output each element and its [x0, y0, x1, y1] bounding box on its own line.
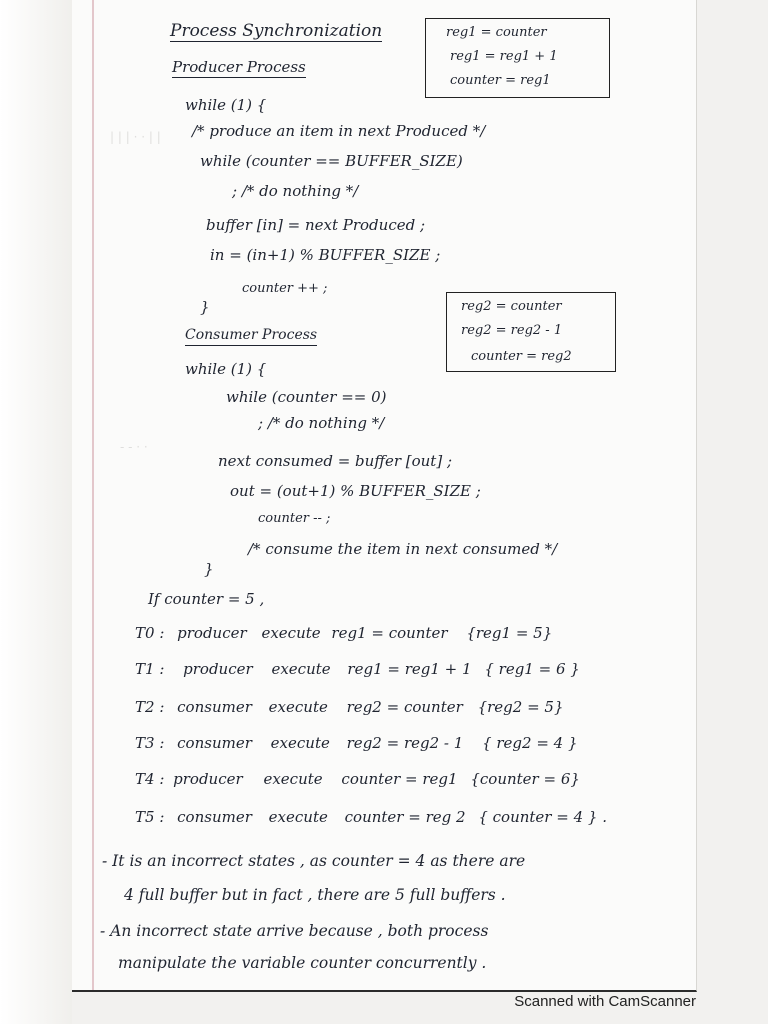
trace-step	[135, 770, 580, 788]
code-line: while (1) {	[185, 360, 267, 378]
note-line: - It is an incorrect states , as counter = 4 as there are	[102, 852, 526, 870]
step-who: consumer	[177, 698, 252, 716]
code-line: buffer [in] = next Produced ;	[206, 216, 426, 234]
trace-step	[135, 660, 580, 678]
step-label: T1 :	[135, 660, 165, 678]
step-who: consumer	[177, 734, 252, 752]
trace-step	[135, 808, 607, 826]
step-who: producer	[177, 624, 247, 642]
page-title: Process Synchronization	[170, 21, 383, 41]
code-line: next consumed = buffer [out] ;	[218, 452, 453, 470]
bleed-through-text: | | | · · | |	[110, 130, 161, 144]
note-line: manipulate the variable counter concurrently .	[118, 954, 487, 972]
scan-left-margin	[0, 0, 72, 1024]
code-line: }	[200, 298, 210, 316]
code-line: }	[204, 560, 214, 578]
step-label: T5 :	[135, 808, 165, 826]
code-line: out = (out+1) % BUFFER_SIZE ;	[230, 482, 481, 500]
step-label: T2 :	[135, 698, 165, 716]
producer-heading: Producer Process	[172, 58, 306, 76]
note-line: 4 full buffer but in fact , there are 5 full buffers .	[124, 886, 506, 904]
margin-rule	[92, 0, 94, 990]
step-stmt: reg2 = reg2 - 1	[346, 734, 464, 752]
trace-step	[135, 624, 552, 642]
producer-register-box	[425, 18, 610, 98]
step-result: { reg2 = 4 }	[482, 734, 578, 752]
box-line: reg2 = counter	[461, 299, 562, 314]
box-line: reg1 = counter	[446, 25, 547, 40]
step-result: { counter = 4 } .	[478, 808, 607, 826]
step-verb: execute	[263, 770, 323, 788]
step-stmt: reg1 = reg1 + 1	[347, 660, 472, 678]
step-result: { reg1 = 6 }	[484, 660, 580, 678]
step-result: {reg2 = 5}	[477, 698, 564, 716]
step-verb: execute	[268, 808, 328, 826]
consumer-heading: Consumer Process	[185, 326, 317, 346]
step-verb: execute	[268, 698, 328, 716]
step-stmt: counter = reg1	[341, 770, 458, 788]
trace-intro: If counter = 5 ,	[148, 590, 265, 608]
code-line: in = (in+1) % BUFFER_SIZE ;	[210, 246, 441, 264]
code-line: /* produce an item in next Produced */	[192, 122, 486, 140]
step-stmt: reg2 = counter	[346, 698, 463, 716]
bleed-through-text: - - · ·	[120, 440, 148, 454]
box-line: counter = reg1	[450, 73, 551, 88]
step-label: T0 :	[135, 624, 165, 642]
step-verb: execute	[271, 660, 331, 678]
consumer-register-box	[446, 292, 616, 372]
box-line: counter = reg2	[471, 349, 572, 364]
step-result: {counter = 6}	[470, 770, 580, 788]
code-line: counter -- ;	[258, 511, 331, 526]
note-line: - An incorrect state arrive because , both process	[100, 922, 489, 940]
trace-step	[135, 734, 578, 752]
scanner-watermark: Scanned with CamScanner	[514, 993, 696, 1010]
code-line: while (1) {	[185, 96, 267, 114]
code-line: /* consume the item in next consumed */	[248, 540, 558, 558]
code-line: ; /* do nothing */	[232, 182, 359, 200]
step-stmt: reg1 = counter	[331, 624, 448, 642]
step-who: consumer	[177, 808, 252, 826]
box-line: reg1 = reg1 + 1	[450, 49, 558, 64]
code-line: while (counter == BUFFER_SIZE)	[200, 152, 463, 170]
code-line: ; /* do nothing */	[258, 414, 385, 432]
step-result: {reg1 = 5}	[466, 624, 553, 642]
step-verb: execute	[270, 734, 330, 752]
code-line: counter ++ ;	[242, 281, 328, 296]
trace-step	[135, 698, 564, 716]
step-label: T4 :	[135, 770, 165, 788]
step-label: T3 :	[135, 734, 165, 752]
code-line: while (counter == 0)	[226, 388, 387, 406]
step-stmt: counter = reg 2	[344, 808, 466, 826]
step-who: producer	[183, 660, 253, 678]
step-who: producer	[173, 770, 243, 788]
box-line: reg2 = reg2 - 1	[461, 323, 563, 338]
step-verb: execute	[261, 624, 321, 642]
